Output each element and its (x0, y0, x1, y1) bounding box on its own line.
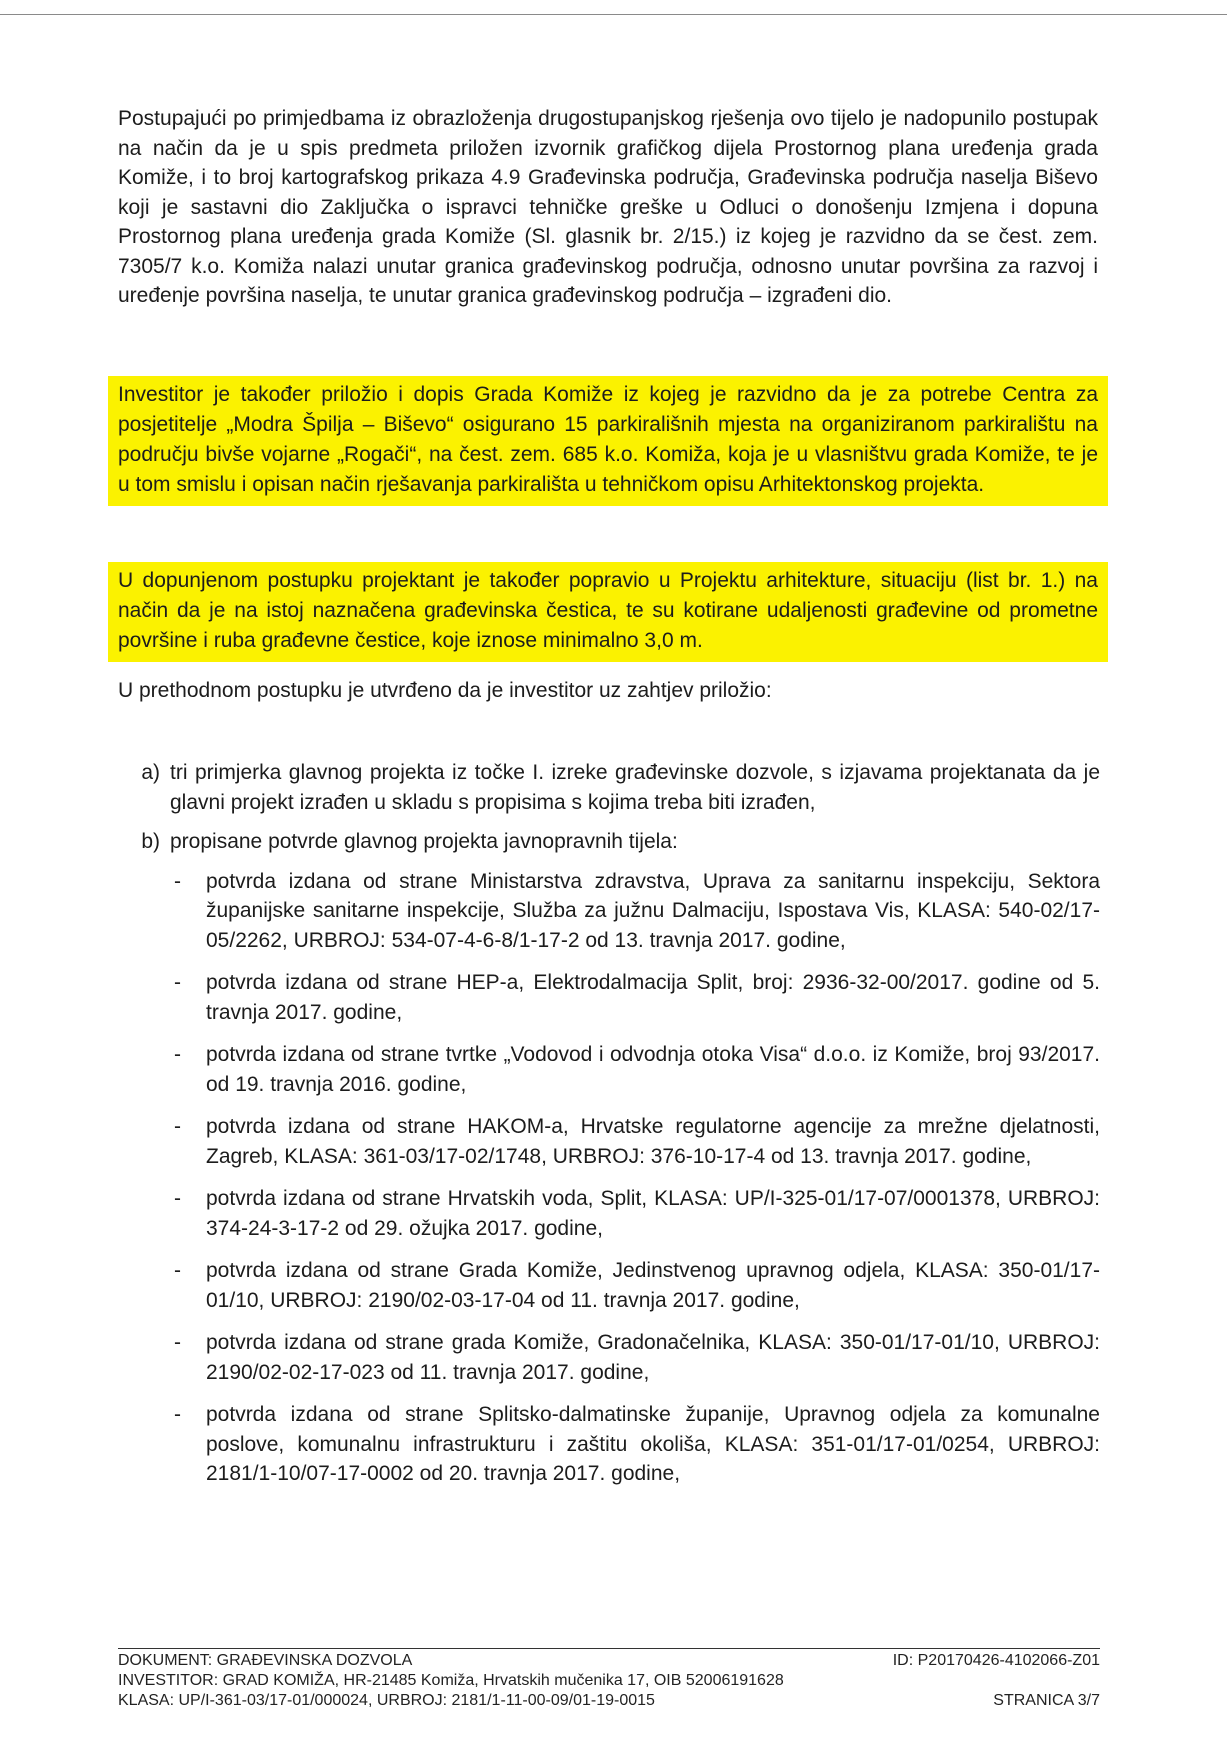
list-item (170, 1400, 1100, 1489)
list-item (170, 1184, 1100, 1243)
list-item-text: potvrda izdana od strane Grada Komiže, Jedinstvenog upravnog odjela, KLASA: 350-01/17-01/10, URBROJ: 2190/02-03-17-04 od 11. travnja 2017. godine, (206, 1259, 1100, 1312)
list-item-text: potvrda izdana od strane tvrtke „Vodovod i odvodnja otoka Visa“ d.o.o. iz Komiže, broj 93/2017. od 19. travnja 2016. godine, (206, 1043, 1100, 1096)
highlighted-block-1 (108, 376, 1108, 506)
footer-klasa: KLASA: UP/I-361-03/17-01/000024, URBROJ: 2181/1-11-00-09/01-19-0015 (118, 1692, 655, 1709)
paragraph-4: U prethodnom postupku je utvrđeno da je investitor uz zahtjev priložio: (118, 679, 772, 702)
list-item (170, 1256, 1100, 1315)
list-item-text: potvrda izdana od strane HEP-a, Elektrodalmacija Split, broj: 2936-32-00/2017. godine od 5. travnja 2017. godine, (206, 971, 1100, 1024)
list-item-text: potvrda izdana od strane Ministarstva zdravstva, Uprava za sanitarnu inspekciju, Sektora županijske sanitarne inspekcije, Služba za južnu Dalmaciju, Ispostava Vis, KLASA: 540-02/17-05/2262, URBROJ: 534-07-4-6-8/1-17-2 od 13. travnja 2017. godine, (206, 869, 1100, 952)
dash-marker: - (174, 1043, 181, 1066)
paragraph-3: U dopunjenom postupku projektant je također popravio u Projektu arhitekture, situaciju (list br. 1.) na način da je na istoj naznačena građevinska čestica, te su kotirane udaljenosti građevine od prometne površine i ruba građevne čestice, koje iznose minimalno 3,0 m. (118, 569, 1098, 652)
dash-marker: - (174, 869, 181, 893)
list-item (170, 1112, 1100, 1171)
dash-marker: - (174, 1259, 181, 1282)
list-item-text: propisane potvrde glavnog projekta javnopravnih tijela: (170, 830, 678, 853)
paragraph-1: Postupajući po primjedbama iz obrazloženja drugostupanjskog rješenja ovo tijelo je nadopunilo postupak na način da je u spis predmeta priložen izvornik grafičkog dijela Prostornog plana uređenja grada Komiže, i to broj kartografskog prikaza 4.9 Građevinska područja, Građevinska područja naselja Biševo koji je sastavni dio Zaključka o ispravci tehničke greške u Odluci o donošenju Izmjena i dopuna Prostornog plana uređenja grada Komiže (Sl. glasnik br. 2/15.) iz kojeg je razvidno da se čest. zem. 7305/7 k.o. Komiža nalazi unutar granica građevinskog područja, odnosno unutar površina za razvoj i uređenje površina naselja, te unutar granica građevinskog područja – izgrađeni dio. (118, 107, 1098, 307)
footer-document: DOKUMENT: GRAĐEVINSKA DOZVOLA (118, 1652, 413, 1669)
dash-marker: - (174, 1187, 181, 1210)
list-item-b (118, 827, 1100, 857)
dash-marker: - (174, 1403, 181, 1426)
dash-marker: - (174, 1115, 181, 1138)
footer-investitor: INVESTITOR: GRAD KOMIŽA, HR-21485 Komiža, Hrvatskih mučenika 17, OIB 52006191628 (118, 1672, 784, 1689)
footer-page-number: STRANICA 3/7 (993, 1692, 1100, 1709)
confirmations-list (170, 867, 1100, 1489)
list-item (170, 968, 1100, 1027)
list-item-text: tri primjerka glavnog projekta iz točke I. izreke građevinske dozvole, s izjavama projektanata da je glavni projekt izrađen u skladu s propisima s kojima treba biti izrađen, (170, 761, 1100, 814)
list-item-text: potvrda izdana od strane HAKOM-a, Hrvatske regulatorne agencije za mrežne djelatnosti, Zagreb, KLASA: 361-03/17-02/1748, URBROJ: 376-10-17-4 od 13. travnja 2017. godine, (206, 1115, 1100, 1168)
list-item (170, 1040, 1100, 1099)
highlighted-block-2 (108, 562, 1108, 662)
dash-marker: - (174, 1331, 181, 1354)
attachments-list (118, 758, 1100, 1502)
list-item-a (118, 758, 1100, 817)
list-item-text: potvrda izdana od strane grada Komiže, Gradonačelnika, KLASA: 350-01/17-01/10, URBROJ: 2190/02-02-17-023 od 11. travnja 2017. godine, (206, 1331, 1100, 1384)
top-rule (0, 14, 1227, 15)
list-item (170, 1328, 1100, 1387)
list-item-text: potvrda izdana od strane Splitsko-dalmatinske županije, Upravnog odjela za komunalne poslove, komunalnu infrastrukturu i zaštitu okoliša, KLASA: 351-01/17-01/0254, URBROJ: 2181/1-10/07-17-0002 od 20. travnja 2017. godine, (206, 1403, 1100, 1485)
page-footer (118, 1648, 1100, 1711)
list-marker: a) (141, 761, 160, 784)
list-marker: b) (141, 830, 160, 853)
footer-id: ID: P20170426-4102066-Z01 (892, 1652, 1100, 1669)
dash-marker: - (174, 971, 181, 994)
paragraph-2: Investitor je također priložio i dopis Grada Komiže iz kojeg je razvidno da je za potrebe Centra za posjetitelje „Modra Špilja – Biševo“ osigurano 15 parkirališnih mjesta na organiziranom parkiralištu na području bivše vojarne „Rogači“, na čest. zem. 685 k.o. Komiža, koja je u vlasništvu grada Komiže, te je u tom smislu i opisan način rješavanja parkirališta u tehničkom opisu Arhitektonskog projekta. (118, 383, 1098, 496)
list-item-text: potvrda izdana od strane Hrvatskih voda, Split, KLASA: UP/I-325-01/17-07/0001378, URBROJ: 374-24-3-17-2 od 29. ožujka 2017. godine, (206, 1187, 1100, 1240)
list-item (170, 867, 1100, 956)
